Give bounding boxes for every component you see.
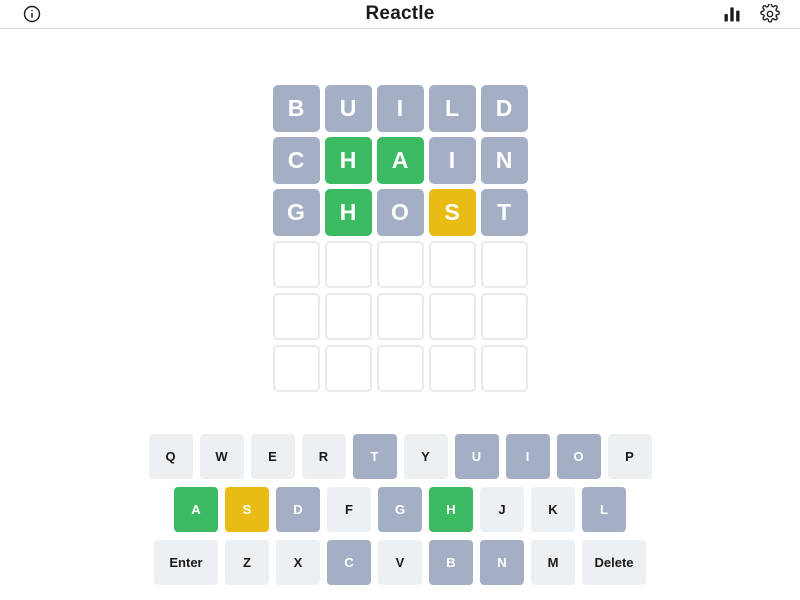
board-tile: G	[273, 189, 320, 236]
board-tile	[481, 241, 528, 288]
info-icon[interactable]	[22, 4, 42, 24]
stats-icon[interactable]	[722, 4, 742, 24]
key-t[interactable]: T	[353, 434, 397, 479]
key-n[interactable]: N	[480, 540, 524, 585]
board-row	[273, 345, 528, 392]
key-s[interactable]: S	[225, 487, 269, 532]
board-tile: T	[481, 189, 528, 236]
key-j[interactable]: J	[480, 487, 524, 532]
key-delete[interactable]: Delete	[582, 540, 646, 585]
key-d[interactable]: D	[276, 487, 320, 532]
board-tile	[377, 345, 424, 392]
game-board-wrapper	[0, 85, 800, 392]
board-tile: I	[429, 137, 476, 184]
key-enter[interactable]: Enter	[154, 540, 218, 585]
key-b[interactable]: B	[429, 540, 473, 585]
key-r[interactable]: R	[302, 434, 346, 479]
board-tile	[273, 241, 320, 288]
board-row	[273, 137, 528, 184]
header-right-actions	[722, 4, 780, 24]
key-l[interactable]: L	[582, 487, 626, 532]
key-k[interactable]: K	[531, 487, 575, 532]
board-row	[273, 293, 528, 340]
page-title: Reactle	[365, 3, 435, 24]
keyboard-row	[174, 487, 626, 532]
key-o[interactable]: O	[557, 434, 601, 479]
board-tile: U	[325, 85, 372, 132]
board-tile: H	[325, 137, 372, 184]
key-w[interactable]: W	[200, 434, 244, 479]
board-tile: I	[377, 85, 424, 132]
key-p[interactable]: P	[608, 434, 652, 479]
key-c[interactable]: C	[327, 540, 371, 585]
board-tile: A	[377, 137, 424, 184]
keyboard-row	[149, 434, 652, 479]
board-tile: O	[377, 189, 424, 236]
board-tile	[481, 345, 528, 392]
key-m[interactable]: M	[531, 540, 575, 585]
board-tile	[273, 345, 320, 392]
header-left-actions	[22, 4, 42, 24]
board-tile: S	[429, 189, 476, 236]
board-row	[273, 241, 528, 288]
app-header	[0, 0, 800, 29]
key-u[interactable]: U	[455, 434, 499, 479]
board-tile	[429, 293, 476, 340]
key-y[interactable]: Y	[404, 434, 448, 479]
board-tile: N	[481, 137, 528, 184]
board-row	[273, 189, 528, 236]
key-f[interactable]: F	[327, 487, 371, 532]
board-tile	[429, 241, 476, 288]
board-tile	[325, 241, 372, 288]
game-board	[273, 85, 528, 392]
board-tile	[481, 293, 528, 340]
key-v[interactable]: V	[378, 540, 422, 585]
key-i[interactable]: I	[506, 434, 550, 479]
board-row	[273, 85, 528, 132]
gear-icon[interactable]	[760, 4, 780, 24]
board-tile	[325, 345, 372, 392]
board-tile	[377, 241, 424, 288]
board-tile: H	[325, 189, 372, 236]
key-a[interactable]: A	[174, 487, 218, 532]
board-tile: L	[429, 85, 476, 132]
key-e[interactable]: E	[251, 434, 295, 479]
board-tile	[377, 293, 424, 340]
key-h[interactable]: H	[429, 487, 473, 532]
board-tile	[273, 293, 320, 340]
board-tile	[429, 345, 476, 392]
board-tile: C	[273, 137, 320, 184]
board-tile	[325, 293, 372, 340]
keyboard-row	[154, 540, 646, 585]
key-z[interactable]: Z	[225, 540, 269, 585]
key-x[interactable]: X	[276, 540, 320, 585]
board-tile: D	[481, 85, 528, 132]
key-q[interactable]: Q	[149, 434, 193, 479]
board-tile: B	[273, 85, 320, 132]
virtual-keyboard	[0, 434, 800, 585]
key-g[interactable]: G	[378, 487, 422, 532]
